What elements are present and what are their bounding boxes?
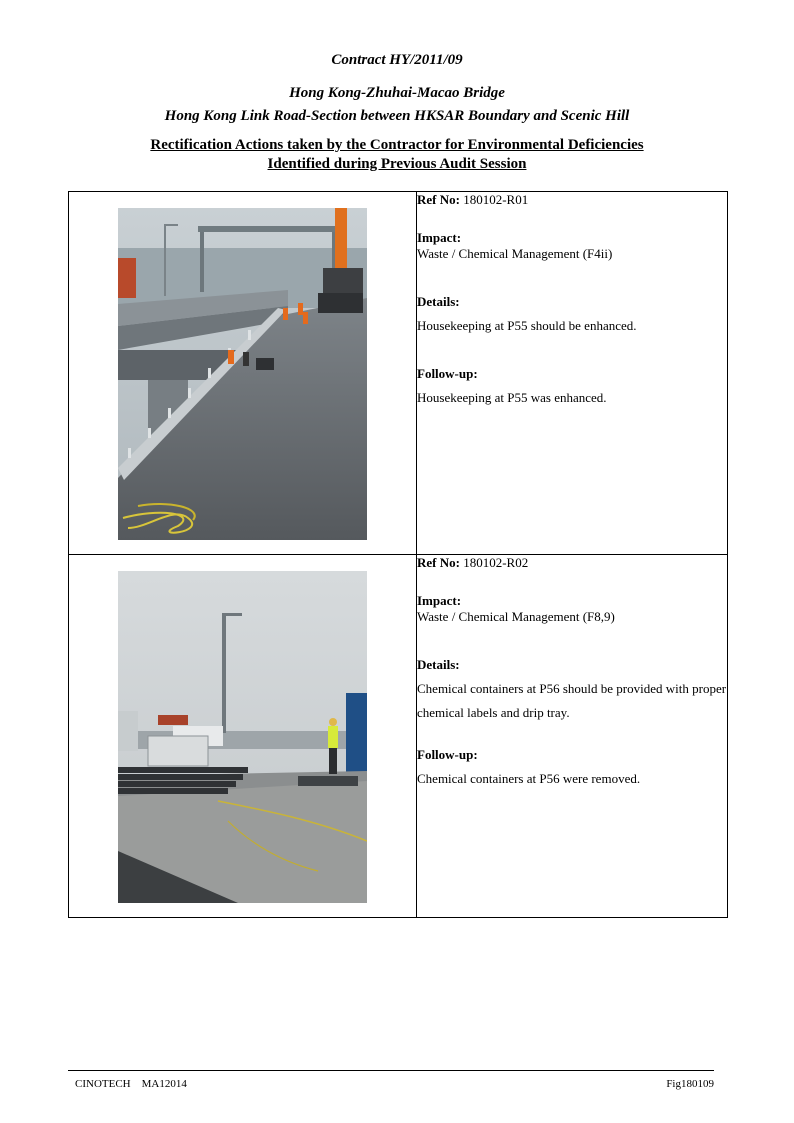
- record-info-cell: [417, 555, 728, 918]
- project-name: Hong Kong-Zhuhai-Macao Bridge: [289, 85, 505, 101]
- ref-label: Ref No:: [417, 192, 460, 207]
- impact-label: Impact:: [417, 230, 462, 245]
- page-title-line2: Identified during Previous Audit Session: [267, 156, 527, 172]
- details-label: Details:: [417, 657, 460, 672]
- footer-figure-number: Fig180109: [666, 1078, 714, 1090]
- ref-label: Ref No:: [417, 555, 460, 570]
- details-text: Housekeeping at P55 should be enhanced.: [417, 318, 637, 333]
- table-row: [69, 192, 728, 555]
- ref-number: 180102-R02: [463, 555, 529, 570]
- contract-number: Contract HY/2011/09: [331, 52, 463, 68]
- photo-cell: [69, 555, 417, 918]
- table-row: [69, 555, 728, 918]
- rectification-table: [68, 191, 728, 918]
- details-text: Chemical containers at P56 should be provided with proper chemical labels and drip tray.: [417, 681, 727, 720]
- page-title-line1: Rectification Actions taken by the Contractor for Environmental Deficiencies: [150, 137, 644, 153]
- ref-number: 180102-R01: [463, 192, 529, 207]
- footer-company: CINOTECH MA12014: [75, 1078, 187, 1090]
- site-photo-2: [118, 571, 367, 903]
- record-info-cell: [417, 192, 728, 555]
- site-photo-1: [118, 208, 367, 540]
- impact-text: Waste / Chemical Management (F8,9): [417, 609, 615, 624]
- followup-label: Follow-up:: [417, 366, 478, 381]
- impact-label: Impact:: [417, 593, 462, 608]
- photo-cell: [69, 192, 417, 555]
- followup-label: Follow-up:: [417, 747, 478, 762]
- section-name: Hong Kong Link Road-Section between HKSAR Boundary and Scenic Hill: [164, 108, 630, 124]
- impact-text: Waste / Chemical Management (F4ii): [417, 246, 613, 261]
- followup-text: Chemical containers at P56 were removed.: [417, 771, 641, 786]
- details-label: Details:: [417, 294, 460, 309]
- footer-divider: [68, 1070, 714, 1071]
- followup-text: Housekeeping at P55 was enhanced.: [417, 390, 607, 405]
